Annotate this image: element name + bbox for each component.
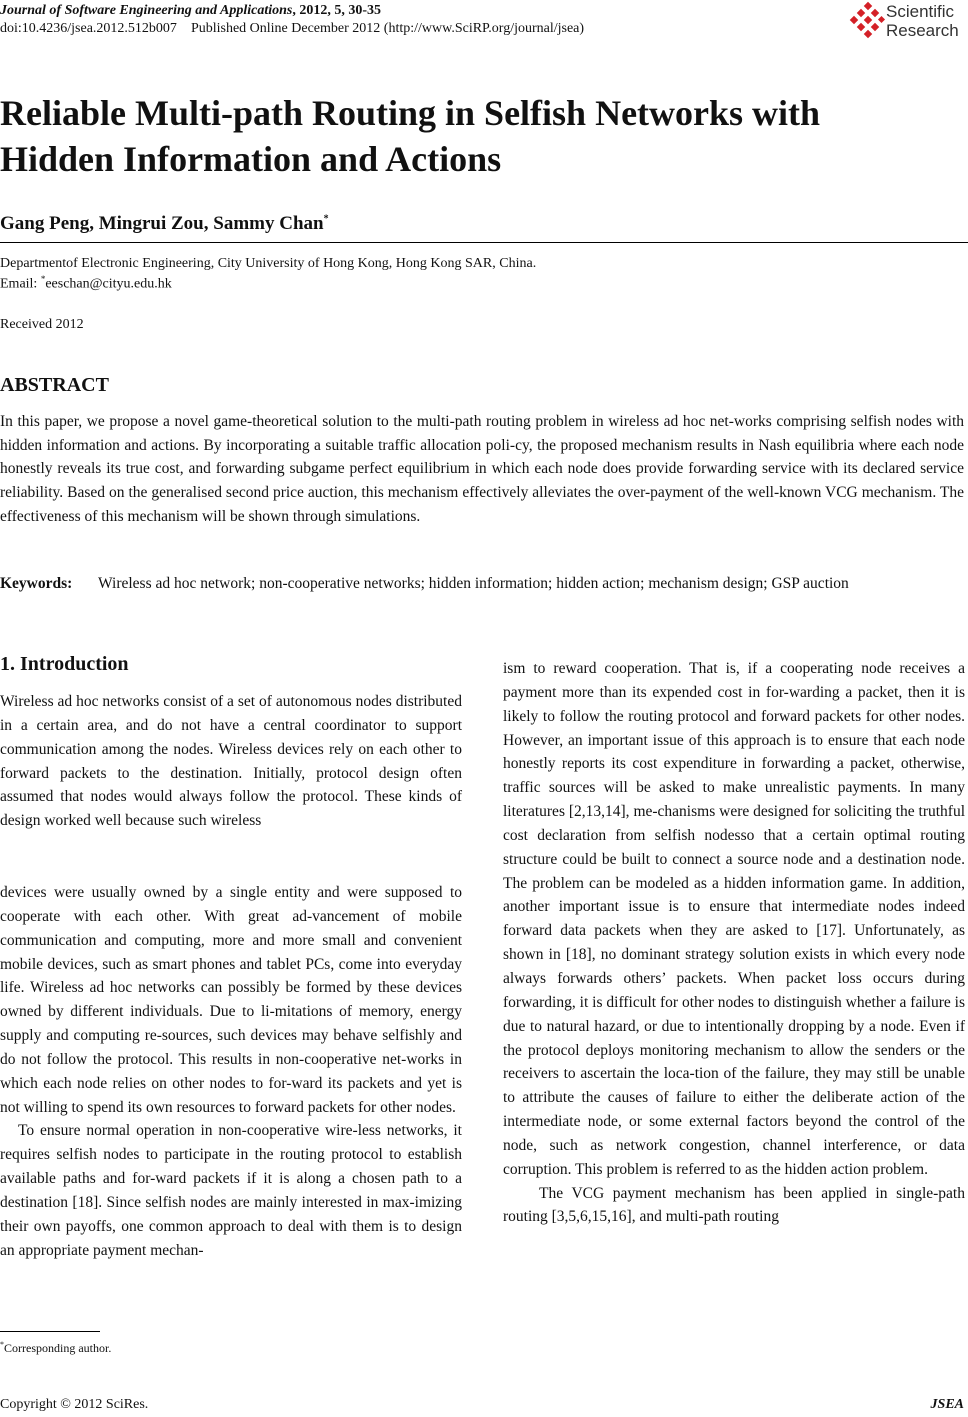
author-mark: * xyxy=(323,213,329,225)
scientific-research-logo-icon xyxy=(848,1,888,41)
keywords xyxy=(0,572,964,596)
affiliation: Departmentof Electronic Engineering, City University of Hong Kong, Hong Kong SAR, China. xyxy=(0,256,537,271)
footnote: *Corresponding author. xyxy=(0,1340,112,1355)
intro-left-column-top xyxy=(0,690,462,833)
intro-left-column xyxy=(0,881,462,1263)
doi: doi:10.4236/jsea.2012.512b007 xyxy=(0,21,177,36)
publisher-logo xyxy=(848,0,966,44)
abstract-text: In this paper, we propose a novel game-theoretical solution to the multi-path routing problem in wireless ad hoc net-works comprising selfish nodes with hidden information and actions. By incorporating a suitable traffic allocation poli-cy, the proposed mechanism results in Nash equilibria where each node honestly reveals its true cost, and forwarding subgame perfect equilibrium in which each node does provide forwarding service with its declared service reliability. Based on the generalised second price auction, this mechanism effectively alleviates the over-payment of the well-known VCG mechanism. The effectiveness of this mechanism will be shown through simulations. xyxy=(0,413,964,525)
title-divider xyxy=(0,242,968,243)
intro-paragraph-3: ism to reward cooperation. That is, if a cooperating node receives a payment more than its expended cost in for-warding a packet, then it is likely to follow the routing protocol and forward packets for other nodes. However, an important issue of this approach is to ensure that each node honestly reports its cost expenditure in forwarding a packet, otherwise, traffic sources will be asked to make unrealistic payments. In many literatures [2,13,14], me-chanisms were designed for soliciting the truthful cost declaration from selfish nodesso that a certain optimal routing structure could be built to connect a source node and a destination node. The problem can be modeled as a hidden information game. In addition, another important issue is to ensure that intermediate nodes indeed forward data packets when they are asked to [17]. Unfortunately, as shown in [18], no dominant strategy solution exists in which every node always forwards others’ packets. When packet loss occurs during forwarding, it is difficult for other nodes to distinguish whether a failure is due to natural hazard, or due to intentionally dropping by a node. Even if the protocol deploys monitoring mechanism to allow the senders or the receivers to ascertain the loca-tion of the failure, they may still be unable to attribute the causes of failure to either the deliberate action of the intermediate node, or some external factors beyond the control of the node, such as network congestion, channel interference, or data corruption. This problem is referred to as the hidden action problem. xyxy=(503,660,965,1178)
logo-text: Scientific Research xyxy=(886,2,959,40)
keywords-label: Keywords: xyxy=(0,575,73,592)
author-email: Email: *eeschan@cityu.edu.hk xyxy=(0,274,172,292)
intro-paragraph-1-top: Wireless ad hoc networks consist of a set of autonomous nodes distributed in a certain area, and do not have a central coordinator to support communication among the nodes. Wireless devices rely on each other to forward packets to the destination. Initially, protocol design often assumed that nodes would always follow the protocol. These kinds of design worked well because such wireless xyxy=(0,693,462,830)
journal-citation xyxy=(0,3,381,19)
section-heading-introduction: 1. Introduction xyxy=(0,653,129,675)
author-list: Gang Peng, Mingrui Zou, Sammy Chan* xyxy=(0,213,329,234)
journal-name: Journal of Software Engineering and Applications xyxy=(0,3,293,18)
intro-paragraph-1: devices were usually owned by a single entity and were supposed to cooperate with each other. With great ad-vancement of mobile communication and computing, more and more small and convenient mobile devices, such as smart phones and tablet PCs, come into everyday life. Wireless ad hoc networks can possibly be formed by these devices owned by different individuals. Due to li-mitations of memory, energy supply and computing re-sources, such devices may behave selfishly and do not follow the protocol. This results in non-cooperative net-works in which each node relies on other nodes to for-ward its packets and yet is not willing to spend its own resources to forward packets for other nodes. xyxy=(0,884,462,1116)
copyright: Copyright © 2012 SciRes. xyxy=(0,1397,149,1412)
journal-abbreviation: JSEA xyxy=(930,1397,964,1412)
footnote-divider xyxy=(0,1331,100,1332)
received-date: Received 2012 xyxy=(0,317,84,332)
intro-right-column xyxy=(503,657,965,1229)
abstract-heading: ABSTRACT xyxy=(0,374,109,396)
paper-title: Reliable Multi-path Routing in Selfish Networks with Hidden Information and Actions xyxy=(0,93,821,179)
intro-paragraph-4: The VCG payment mechanism has been applied in single-path routing [3,5,6,15,16], and multi-path routing xyxy=(503,1184,965,1226)
intro-paragraph-2: To ensure normal operation in non-cooperative wire-less networks, it requires selfish nodes to participate in the routing protocol to establish available paths and for-ward packets if it is along a chosen path to a destination [18]. Since selfish nodes are mainly interested in max-imizing their own payoffs, one common approach to deal with them is to design an appropriate payment mechan- xyxy=(0,1122,462,1259)
doi-line xyxy=(0,21,584,37)
journal-volume: , 2012, 5, 30-35 xyxy=(292,3,382,18)
published-info: Published Online December 2012 (http://www.SciRP.org/journal/jsea) xyxy=(190,21,585,36)
keywords-text: Wireless ad hoc network; non-cooperative networks; hidden information; hidden action; mechanism design; GSP auction xyxy=(98,575,849,592)
email-address: eeschan@cityu.edu.hk xyxy=(45,276,172,292)
